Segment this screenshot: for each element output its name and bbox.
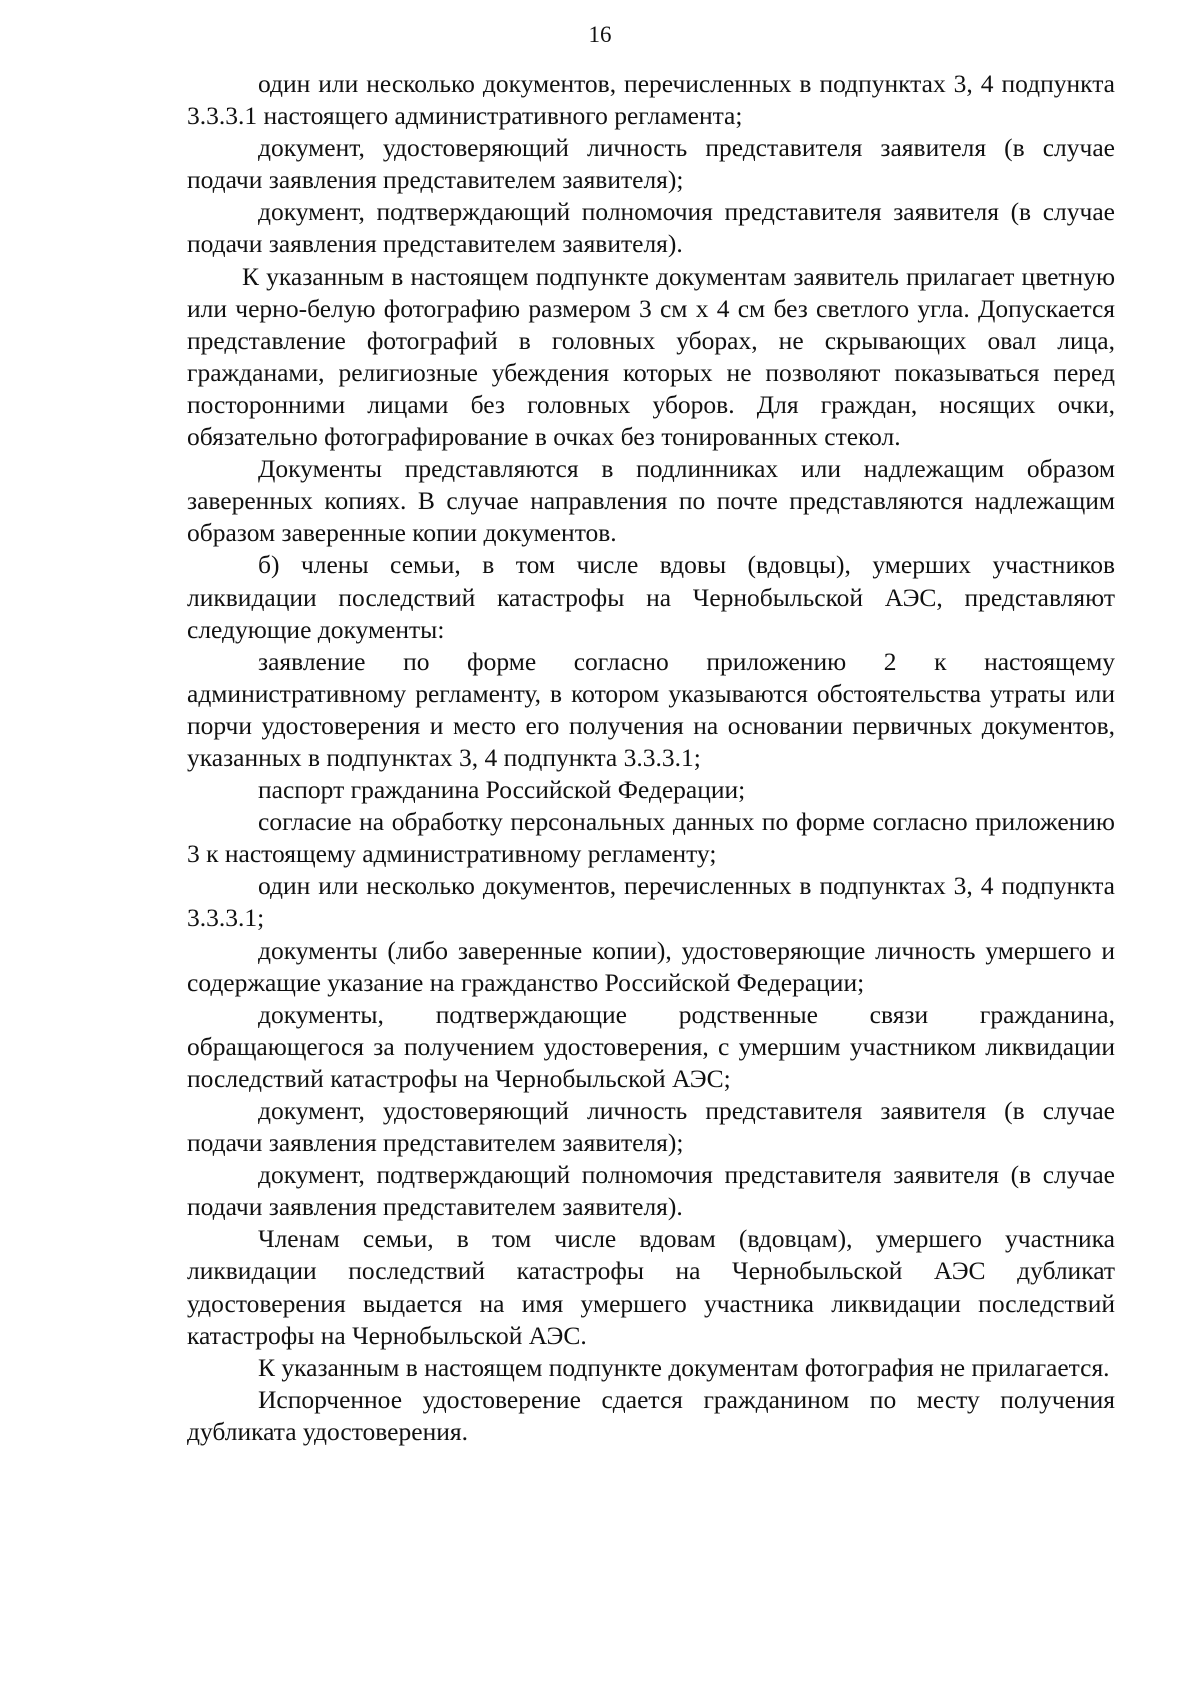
paragraph-15: Членам семьи, в том числе вдовам (вдовцам), умершего участника ликвидации последствий катастрофы на Чернобыльской АЭС дубликат удостоверения выдается на имя умершего участника ликвидации последствий катастрофы на Чернобыльской АЭС. <box>187 1224 1115 1350</box>
paragraph-13: документ, удостоверяющий личность представителя заявителя (в случае подачи заявления представителем заявителя); <box>187 1096 1115 1158</box>
paragraph-8: паспорт гражданина Российской Федерации; <box>258 775 746 805</box>
paragraph-2: документ, удостоверяющий личность представителя заявителя (в случае подачи заявления представителем заявителя); <box>187 133 1115 195</box>
paragraph-12: документы, подтверждающие родственные связи гражданина, обращающегося за получением удостоверения, с умершим участником ликвидации последствий катастрофы на Чернобыльской АЭС; <box>187 999 1115 1093</box>
page-number: 16 <box>588 22 612 47</box>
paragraph-6: б) члены семьи, в том числе вдовы (вдовцы), умерших участников ликвидации последствий катастрофы на Чернобыльской АЭС, представляют следующие документы: <box>187 550 1115 644</box>
paragraph-17: Испорченное удостоверение сдается гражданином по месту получения дубликата удостоверения. <box>187 1384 1115 1446</box>
paragraph-16: К указанным в настоящем подпункте документам фотография не прилагается. <box>258 1352 1110 1382</box>
paragraph-11: документы (либо заверенные копии), удостоверяющие личность умершего и содержащие указание на гражданство Российской Федерации; <box>187 935 1115 997</box>
paragraph-3: документ, подтверждающий полномочия представителя заявителя (в случае подачи заявления представителем заявителя). <box>187 197 1115 259</box>
paragraph-7: заявление по форме согласно приложению 2 к настоящему административному регламенту, в котором указываются обстоятельства утраты или порчи удостоверения и место его получения на основании первичных документов, указанных в подпунктах 3, 4 подпункта 3.3.3.1; <box>187 646 1115 772</box>
paragraph-14: документ, подтверждающий полномочия представителя заявителя (в случае подачи заявления представителем заявителя). <box>187 1160 1115 1222</box>
paragraph-9: согласие на обработку персональных данных по форме согласно приложению 3 к настоящему административному регламенту; <box>187 807 1115 869</box>
paragraph-4: К указанным в настоящем подпункте документам заявитель прилагает цветную или черно-белую фотографию размером 3 см х 4 см без светлого угла. Допускается представление фотографий в головных уборах, не скрывающих овал лица, гражданами, религиозные убеждения которых не позволяют показываться перед посторонними лицами без головных уборов. Для граждан, носящих очки, обязательно фотографирование в очках без тонированных стекол. <box>187 261 1115 452</box>
paragraph-5: Документы представляются в подлинниках или надлежащим образом заверенных копиях. В случае направления по почте представляются надлежащим образом заверенные копии документов. <box>187 454 1115 548</box>
paragraph-10: один или несколько документов, перечисленных в подпунктах 3, 4 подпункта 3.3.3.1; <box>187 871 1115 933</box>
paragraph-1: один или несколько документов, перечисленных в подпунктах 3, 4 подпункта 3.3.3.1 настоящего административного регламента; <box>187 69 1115 131</box>
document-body <box>187 68 1115 1448</box>
